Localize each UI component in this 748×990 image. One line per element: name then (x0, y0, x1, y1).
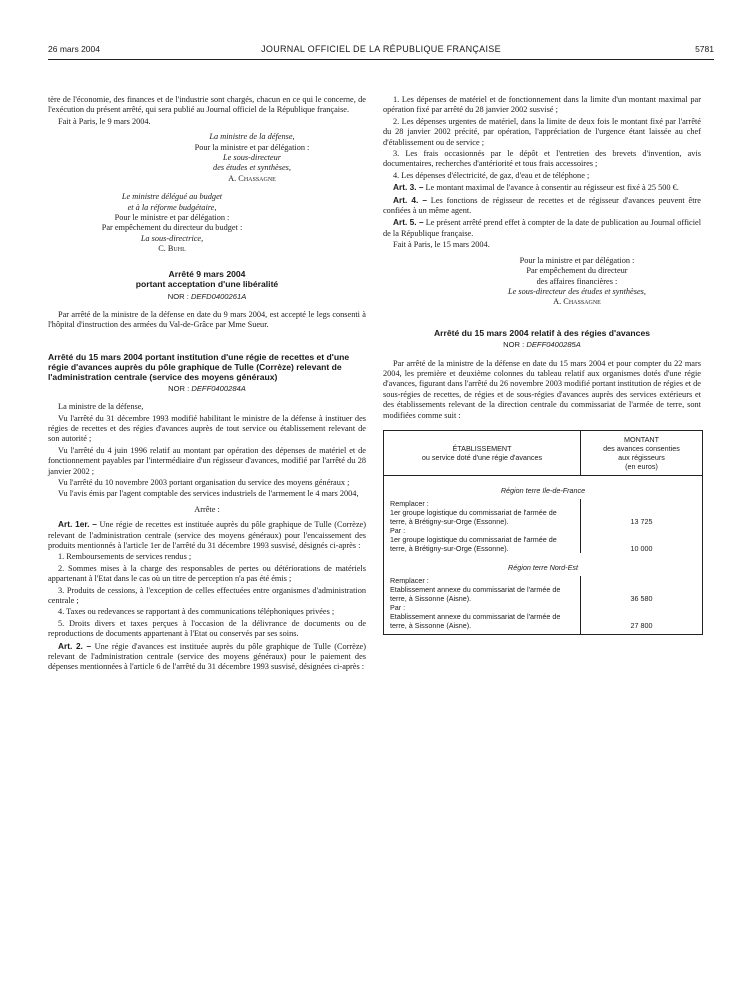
table-row: 1er groupe logistique du commissariat de l'armée de terre, à Brétigny-sur-Orge (Essonne). 10 000 (384, 535, 702, 553)
sig2-line: Par empêchement du directeur du budget : (101, 223, 243, 233)
table-region-row: Région terre Nord-Est (508, 562, 578, 572)
sig2-line: Pour le ministre et par délégation : (114, 213, 230, 223)
title-line: Arrêté 9 mars 2004 (168, 268, 246, 279)
list-item: 1. Les dépenses de matériel et de fonctionnement dans la limite d'un montant maximal par opération fixé par arrêté du 28 janvier 2002 susvisé ; (383, 95, 701, 115)
list-item: 2. Sommes mises à la charge des responsables de pertes ou détériorations de matériels appartenant à l'Etat dans le cas où un titre de perception n'a pas été émis ; (48, 563, 366, 584)
visa-paragraph: Vu l'avis émis par l'agent comptable des services industriels de l'armement le 4 mars 2004, (58, 489, 359, 499)
list-item: 4. Les dépenses d'électricité, de gaz, d'eau et de téléphone ; (393, 170, 590, 180)
article-5: Art. 5. – Le présent arrêté prend effet à compter de la date de publication au Journal officiel de la République française. (383, 217, 701, 238)
decree-title-regie: Arrêté du 15 mars 2004 portant institution d'une régie de recettes et d'une régie d'avances auprès du pôle graphique de Tulle (Corrèze) relevant de l'administration centrale (service des moyens généraux) (48, 351, 350, 382)
sig3-line: Le sous-directeur des études et synthèses, (508, 286, 646, 296)
list-item: 4. Taxes ou redevances se rapportant à des communications téléphoniques privées ; (58, 607, 335, 617)
signature-place-date-1: Fait à Paris, le 9 mars 2004. (58, 116, 151, 126)
list-item: 5. Droits divers et taxes perçues à l'occasion de la délivrance de documents ou de reproductions de documents appartenant à l'Etat ou conservés par ses soins. (48, 618, 366, 639)
article-1: Art. 1er. – Une régie de recettes est instituée auprès du pôle graphique de Tulle (Corrèze) relevant de l'administration centrale (service des moyens généraux) pour l'encaissement des produits mentionnés à l'article 1er de l'arrêté du 31 décembre 1993 susvisé, désignés ci-après : (48, 519, 366, 550)
list-item: 1. Remboursements de services rendus ; (58, 552, 192, 562)
sig2-line: Le ministre délégué au budget (121, 192, 223, 202)
avances-table (383, 430, 703, 635)
table-row: Par : (384, 526, 702, 535)
article-3: Art. 3. – Le montant maximal de l'avance à consentir au régisseur est fixé à 25 500 €. (393, 182, 679, 193)
title-line: portant acceptation d'une libéralité (135, 279, 279, 290)
list-item: 3. Les frais occasionnés par le dépôt et l'entretien des brevets d'invention, avis documentaires, recherches d'antériorité et tous frais accessoires ; (383, 149, 701, 169)
left-column (48, 95, 366, 674)
list-item: 2. Les dépenses urgentes de matériel, dans la limite de deux fois le montant fixé par l'arrêté du 28 janvier 2002 précité, par opération, l'appréciation de l'urgence étant laissée au chef d'établissement ou de service ; (383, 116, 701, 147)
decree-text-regies-avances: Par arrêté de la ministre de la défense en date du 15 mars 2004 et pour compter du 22 mars 2004, les première et deuxième colonnes du tableau relatif aux organismes dotés d'une régie d'avances, figurant dans l'arrêté du 26 novembre 2003 modifié portant institution de régies et de sous-régies de recettes, de régies et de sous-régies d'avances auprès des services extérieurs et des établissements relevant de la direction centrale du commissariat de l'armée de terre, sont modifiées comme suit : (383, 358, 701, 420)
table-row: Par : (384, 603, 702, 612)
sig2-line: La sous-directrice, (140, 233, 204, 243)
sig1-line: des études et synthèses, (213, 163, 291, 173)
table-header-amount: MONTANT des avances consenties aux régisseurs (en euros) (581, 430, 703, 475)
signature-block-2 (48, 192, 366, 254)
header-journal-title: JOURNAL OFFICIEL DE LA RÉPUBLIQUE FRANÇAISE (261, 44, 501, 54)
table-header-establishment: ÉTABLISSEMENT ou service doté d'une régie d'avances (384, 430, 581, 475)
nor-reference: NOR : DEFF0400284A (168, 383, 246, 393)
table-row: Etablissement annexe du commissariat de l'armée de terre, à Sissonne (Aisne). 27 800 (384, 612, 702, 635)
sig3-line: Pour la ministre et par délégation : (519, 255, 635, 265)
decree-text-liberalite: Par arrêté de la ministre de la défense en date du 9 mars 2004, est accepté le legs consenti à l'hôpital d'instruction des armées du Val-de-Grâce par Mme Sueur. (48, 309, 366, 330)
sig1-name: A. Chassagne (228, 173, 276, 183)
decree-title-liberalite (48, 269, 366, 290)
header-rule (48, 59, 714, 60)
nor-reference: NOR : DEFF0400285A (503, 340, 581, 350)
header-date: 26 mars 2004 (48, 44, 100, 54)
sig3-line: Par empêchement du directeur (526, 266, 628, 276)
visa-paragraph: Vu l'arrêté du 10 novembre 2003 portant organisation du service des moyens généraux ; (58, 477, 350, 487)
sig3-name: A. Chassagne (553, 297, 601, 307)
signature-block-3 (383, 256, 701, 308)
table-region-row: Région terre Ile-de-France (500, 485, 586, 495)
left-intro-paragraph: tère de l'économie, des finances et de l'industrie sont chargés, chacun en ce qui le concerne, de l'exécution du présent arrêté, qui sera publié au Journal officiel de la République française. (48, 95, 366, 115)
right-column (383, 95, 701, 635)
header-page-number: 5781 (695, 44, 714, 54)
page-header (48, 44, 714, 58)
visa-paragraph: Vu l'arrêté du 31 décembre 1993 modifié habilitant le ministre de la défense à instituer des régies de recettes et des régies d'avances auprès de tout service ou établissement relevant de son autorité ; (48, 413, 366, 444)
list-item: 3. Produits de cessions, à l'exception de celles effectuées entre organismes d'administration centrale ; (48, 585, 366, 606)
sig1-line: Pour la ministre et par délégation : (194, 142, 310, 152)
sig3-line: des affaires financières : (536, 276, 618, 286)
table-row: 1er groupe logistique du commissariat de l'armée de terre, à Brétigny-sur-Orge (Essonne). 13 725 (384, 508, 702, 526)
arrete-heading: Arrête : (194, 504, 220, 514)
article-2: Art. 2. – Une régie d'avances est instituée auprès du pôle graphique de Tulle (Corrèze) relevant de l'administration centrale (service des moyens généraux) pour le paiement des dépenses mentionnées à l'article 6 de l'arrêté du 31 décembre 1993 susvisé, désignées ci-après : (48, 640, 366, 672)
sig1-line: Le sous-directeur (223, 153, 281, 163)
sig2-name: C. Buhl (158, 244, 186, 254)
sig2-line: et à la réforme budgétaire, (127, 202, 217, 212)
table-row: Etablissement annexe du commissariat de l'armée de terre, à Sissonne (Aisne). 36 580 (384, 585, 702, 603)
visa-paragraph: Vu l'arrêté du 4 juin 1996 relatif au montant par opération des dépenses de matériel et de fonctionnement payables par l'intermédiaire d'un régisseur d'avances, modifié par l'arrêté du 28 janvier 2002 ; (48, 445, 366, 476)
signature-block-1 (48, 132, 366, 184)
table-row: Remplacer : (384, 576, 702, 585)
sig1-line: La ministre de la défense, (209, 132, 295, 142)
decree-title-regies-avances: Arrêté du 15 mars 2004 relatif à des régies d'avances (433, 327, 651, 338)
nor-reference: NOR : DEFD0400261A (167, 291, 247, 301)
table-row: Remplacer : (384, 499, 702, 508)
article-4: Art. 4. – Les fonctions de régisseur de recettes et de régisseur d'avances peuvent être confiées à un même agent. (383, 194, 701, 216)
visa-paragraph: La ministre de la défense, (58, 402, 144, 412)
signature-place-date-2: Fait à Paris, le 15 mars 2004. (393, 240, 490, 250)
